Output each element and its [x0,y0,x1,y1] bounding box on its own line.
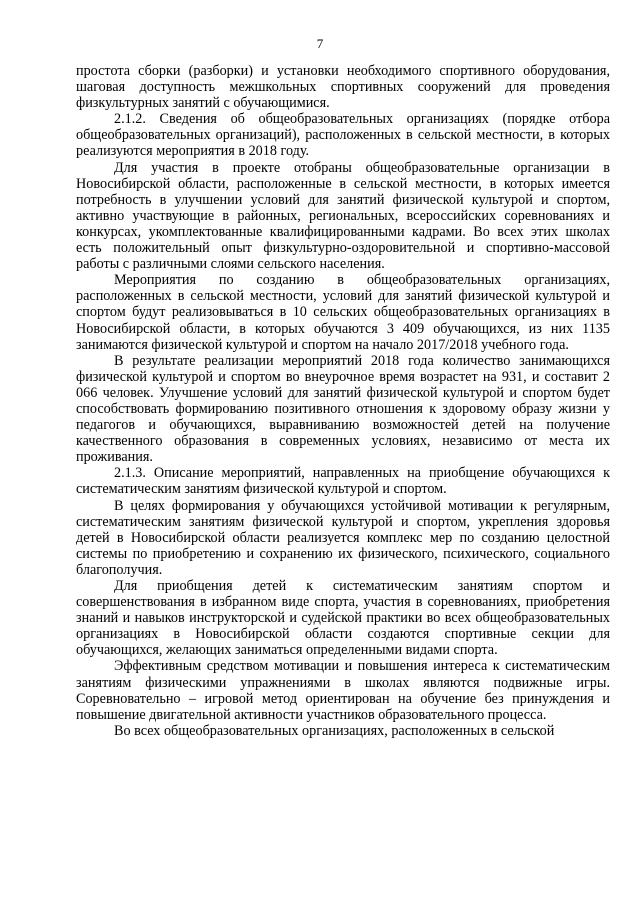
page-number: 7 [316,36,324,51]
section-heading-2-1-3: 2.1.3. Описание мероприятий, направленных на приобщение обучающихся к систематическим занятиям физической культурой и спортом. [76,465,610,498]
paragraph-motivation: В целях формирования у обучающихся устойчивой мотивации к регулярным, систематическим занятиям физической культурой и спортом, укрепления здоровья детей в Новосибирской области реализуется комплекс мер по созданию целостной системы по приобретению и сохранению их физического, психического, социального благополучия. [76,497,610,578]
section-heading-2-1-2: 2.1.2. Сведения об общеобразовательных организациях (порядке отбора общеобразовательных организаций), расположенных в сельской местности, в которых реализуются мероприятия в 2018 году. [76,111,610,160]
paragraph-outdoor-games: Эффективным средством мотивации и повышения интереса к систематическим занятиям физическими упражнениями в школах являются подвижные игры. Соревновательно – игровой метод ориентирован на обучение без принуждения и повышение двигательной активности участников образовательного процесса. [76,658,610,723]
paragraph-measures: Мероприятия по созданию в общеобразовательных организациях, расположенных в сельской местности, условий для занятий физической культурой и спортом будут реализовываться в 10 сельских общеобразовательных организациях в Новосибирской области, в которых обучаются 3 409 обучающихся, из них 1135 занимаются физической культурой и спортом на начало 2017/2018 учебного года. [76,272,610,353]
paragraph-trailing: Во всех общеобразовательных организациях, расположенных в сельской [114,722,555,739]
paragraph-sports-sections: Для приобщения детей к систематическим занятиям спортом и совершенствования в избранном виде спорта, участия в соревнованиях, приобретения знаний и навыков инструкторской и судейской практики во всех общеобразовательных организациях в Новосибирской области создаются спортивные секции для обучающихся, желающих заниматься определенными видами спорта. [76,578,610,659]
paragraph-continuation: простота сборки (разборки) и установки необходимого спортивного оборудования, шаговая доступность межшкольных спортивных сооружений для проведения физкультурных занятий с обучающимися. [76,63,610,112]
document-body [76,63,610,739]
paragraph-results: В результате реализации мероприятий 2018 года количество занимающихся физической культурой и спортом во внеурочное время возрастет на 931, и составит 2 066 человек. Улучшение условий для занятий физической культурой и спортом будет способствовать формированию позитивного отношения к здоровому образу жизни у педагогов и обучающихся, выравниванию возможностей детей на получение качественного образования в современных условиях, независимо от места их проживания. [76,352,610,466]
paragraph-selection: Для участия в проекте отобраны общеобразовательные организации в Новосибирской области, расположенные в сельской местности, в которых имеется потребность в улучшении условий для занятий физической культурой и спортом, активно участвующие в районных, региональных, всероссийских соревнованиях и конкурсах, укомплектованные квалифицированными кадрами. Во всех этих школах есть положительный опыт физкультурно-оздоровительной и спортивно-массовой работы с различными слоями сельского населения. [76,159,610,273]
